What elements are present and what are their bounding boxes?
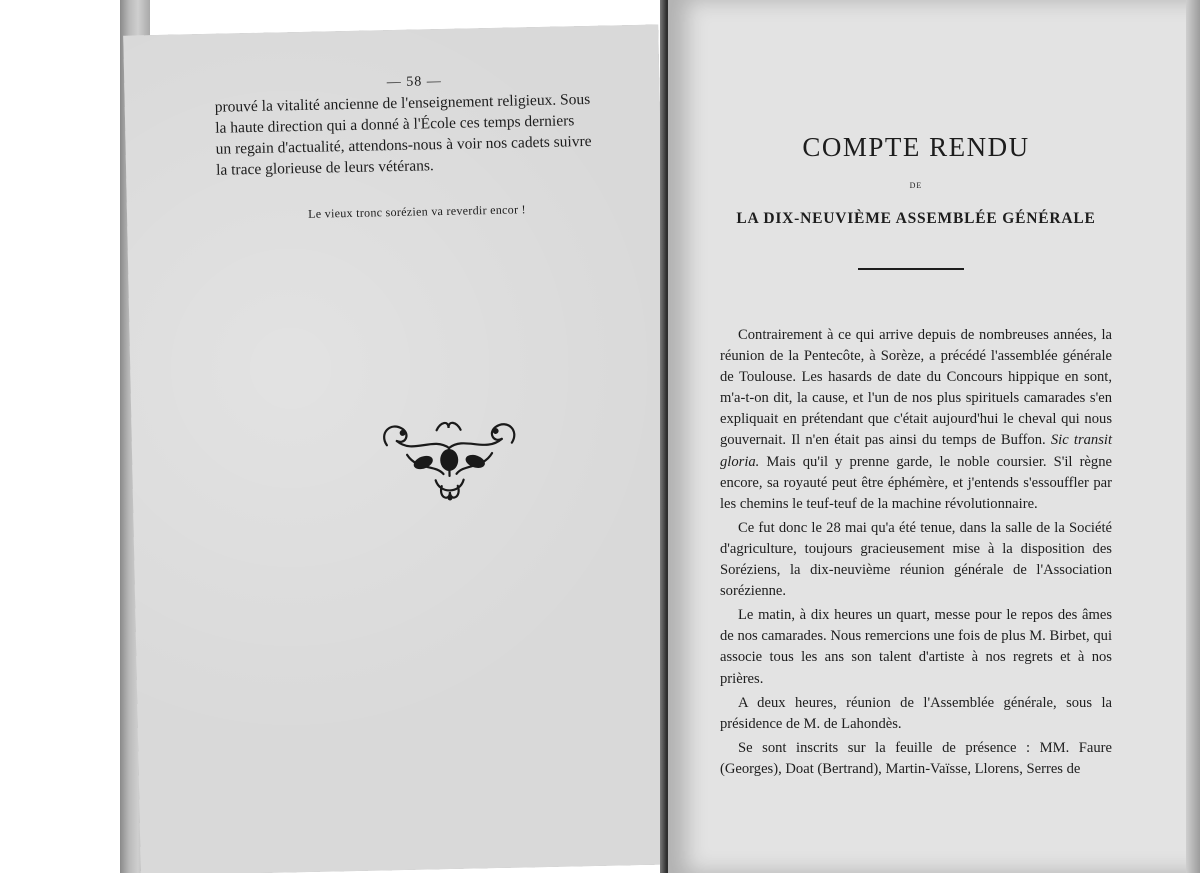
body-text [720, 325, 1112, 783]
left-paragraph [215, 88, 617, 180]
left-paragraph-line: prouvé la vitalité ancienne de l'enseignement religieux. Sous [214, 90, 591, 116]
left-page [123, 24, 675, 873]
title-divider [858, 268, 964, 270]
chapter-title: COMPTE RENDU [802, 132, 1030, 162]
left-paragraph-line: la trace glorieuse de leurs vétérans. [215, 157, 434, 179]
body-paragraph [720, 325, 1112, 515]
paragraph-italic-text: Sic transit gloria. [720, 432, 1113, 470]
body-paragraph [720, 605, 1112, 689]
body-paragraph [720, 738, 1112, 780]
chapter-subtitle: LA DIX-NEUVIÈME ASSEMBLÉE GÉNÉRALE [736, 210, 1096, 227]
paragraph-text: Le matin, à dix heures un quart, messe pour le repos des âmes de nos camarades. Nous remercions une fois de plus M. Birbet, qui associe tous les ans son talent d'artiste à nos regrets et à nos prières. [720, 607, 1112, 687]
left-paragraph-line: un regain d'actualité, attendons-nous à voir nos cadets suivre [215, 132, 592, 158]
paragraph-text: Contrairement à ce qui arrive depuis de nombreuses années, la réunion de la Pentecôte, à Sorèze, a précédé l'assemblée générale de Toulouse. Les hasards de date du Concours hippique en sont, m'a-t-on dit, la cause, et l'un de nos plus spirituels camarades s'en expliquait en prétendant que c'était aujourd'hui le cheval qui nous gouvernait. Il n'en était pas ainsi du temps de Buffon. [720, 327, 1112, 449]
ornamental-vignette-icon [376, 412, 523, 505]
book-edge-right [1186, 0, 1200, 873]
paragraph-text: Se sont inscrits sur la feuille de présence : MM. Faure (Georges), Doat (Bertrand), Martin-Vaïsse, Llorens, Serres de [720, 739, 1112, 777]
left-paragraph-line: la haute direction qui a donné à l'École ces temps derniers [215, 112, 575, 137]
paragraph-text: A deux heures, réunion de l'Assemblée générale, sous la présidence de M. de Lahondès. [720, 694, 1112, 732]
paragraph-text: Ce fut donc le 28 mai qu'a été tenue, dans la salle de la Société d'agriculture, toujours gracieusement mise à la disposition des Soréziens, la dix-neuvième réunion générale de l'Association sorézienne. [720, 519, 1112, 600]
paragraph-text: Mais qu'il y prenne garde, le noble coursier. S'il règne encore, sa royauté peut être éphémère, et j'entends s'essouffler par les chemins le teuf-teuf de la machine révolutionnaire. [720, 453, 1112, 512]
body-paragraph [720, 693, 1112, 735]
closing-quote: Le vieux tronc sorézien va reverdir encor ! [307, 202, 527, 221]
chapter-title-connector: DE [909, 181, 923, 190]
body-paragraph [720, 518, 1112, 602]
page-number: — 58 — [386, 74, 442, 91]
left-page-content [214, 70, 617, 223]
